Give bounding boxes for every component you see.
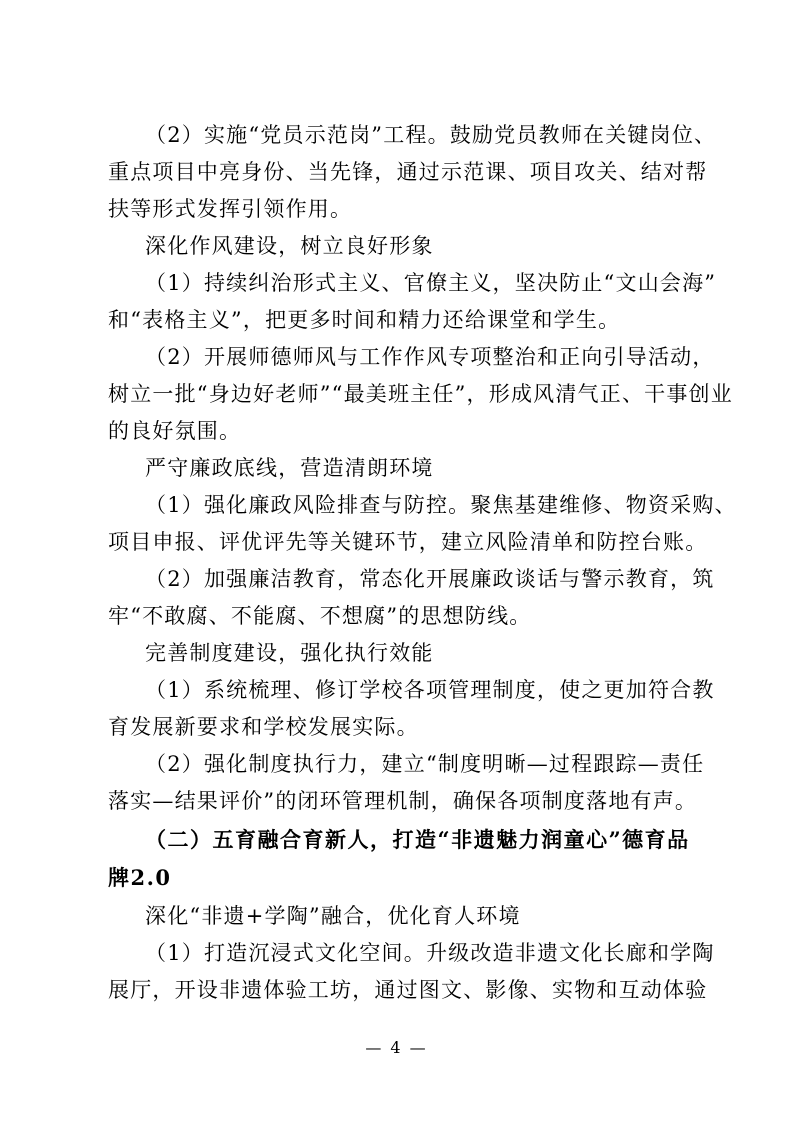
paragraph-line: 展厅，开设非遗体验工坊，通过图文、影像、实物和互动体验 [108, 978, 708, 1002]
section-subheading: 严守廉政底线，营造清朗环境 [145, 456, 434, 480]
paragraph-line: （1）强化廉政风险排查与防控。聚焦基建维修、物资采购、 [145, 493, 737, 517]
section-subheading: 深化作风建设，树立良好形象 [145, 234, 434, 258]
paragraph-line: 扶等形式发挥引领作用。 [108, 197, 353, 221]
paragraph-line: （1）系统梳理、修订学校各项管理制度，使之更加符合教 [145, 678, 715, 702]
section-subheading: 完善制度建设，强化执行效能 [145, 641, 434, 665]
paragraph-line: （2）加强廉洁教育，常态化开展廉政谈话与警示教育，筑 [145, 567, 715, 591]
paragraph-line: （1）打造沉浸式文化空间。升级改造非遗文化长廊和学陶 [145, 941, 715, 965]
section-subheading: 深化“非遗+学陶”融合，优化育人环境 [145, 904, 521, 928]
page-number: — 4 — [365, 1038, 428, 1057]
paragraph-line: （2）开展师德师风与工作作风专项整治和正向引导活动， [145, 345, 715, 369]
paragraph-line: 重点项目中亮身份、当先锋，通过示范课、项目攻关、结对帮 [108, 160, 708, 184]
paragraph-line: 和“表格主义”，把更多时间和精力还给课堂和学生。 [108, 308, 621, 332]
paragraph-line: 树立一批“身边好老师”“最美班主任”，形成风清气正、干事创业 [108, 382, 733, 406]
paragraph-line: （2）强化制度执行力，建立“制度明晰—过程跟踪—责任 [145, 752, 705, 776]
paragraph-line: 的良好氛围。 [108, 419, 242, 443]
section-heading: （二）五育融合育新人，打造“非遗魅力润童心”德育品 [145, 827, 690, 852]
paragraph-line: 落实—结果评价”的闭环管理机制，确保各项制度落地有声。 [108, 789, 698, 813]
paragraph-line: （1）持续纠治形式主义、官僚主义，坚决防止“文山会海” [145, 271, 717, 295]
section-heading-continued: 牌2.0 [108, 865, 172, 890]
paragraph-line: 育发展新要求和学校发展实际。 [108, 715, 419, 739]
paragraph-line: 牢“不敢腐、不能腐、不想腐”的思想防线。 [108, 604, 532, 628]
paragraph-line: 项目申报、评优评先等关键环节，建立风险清单和防控台账。 [108, 530, 708, 554]
paragraph-line: （2）实施“党员示范岗”工程。鼓励党员教师在关键岗位、 [145, 123, 717, 147]
